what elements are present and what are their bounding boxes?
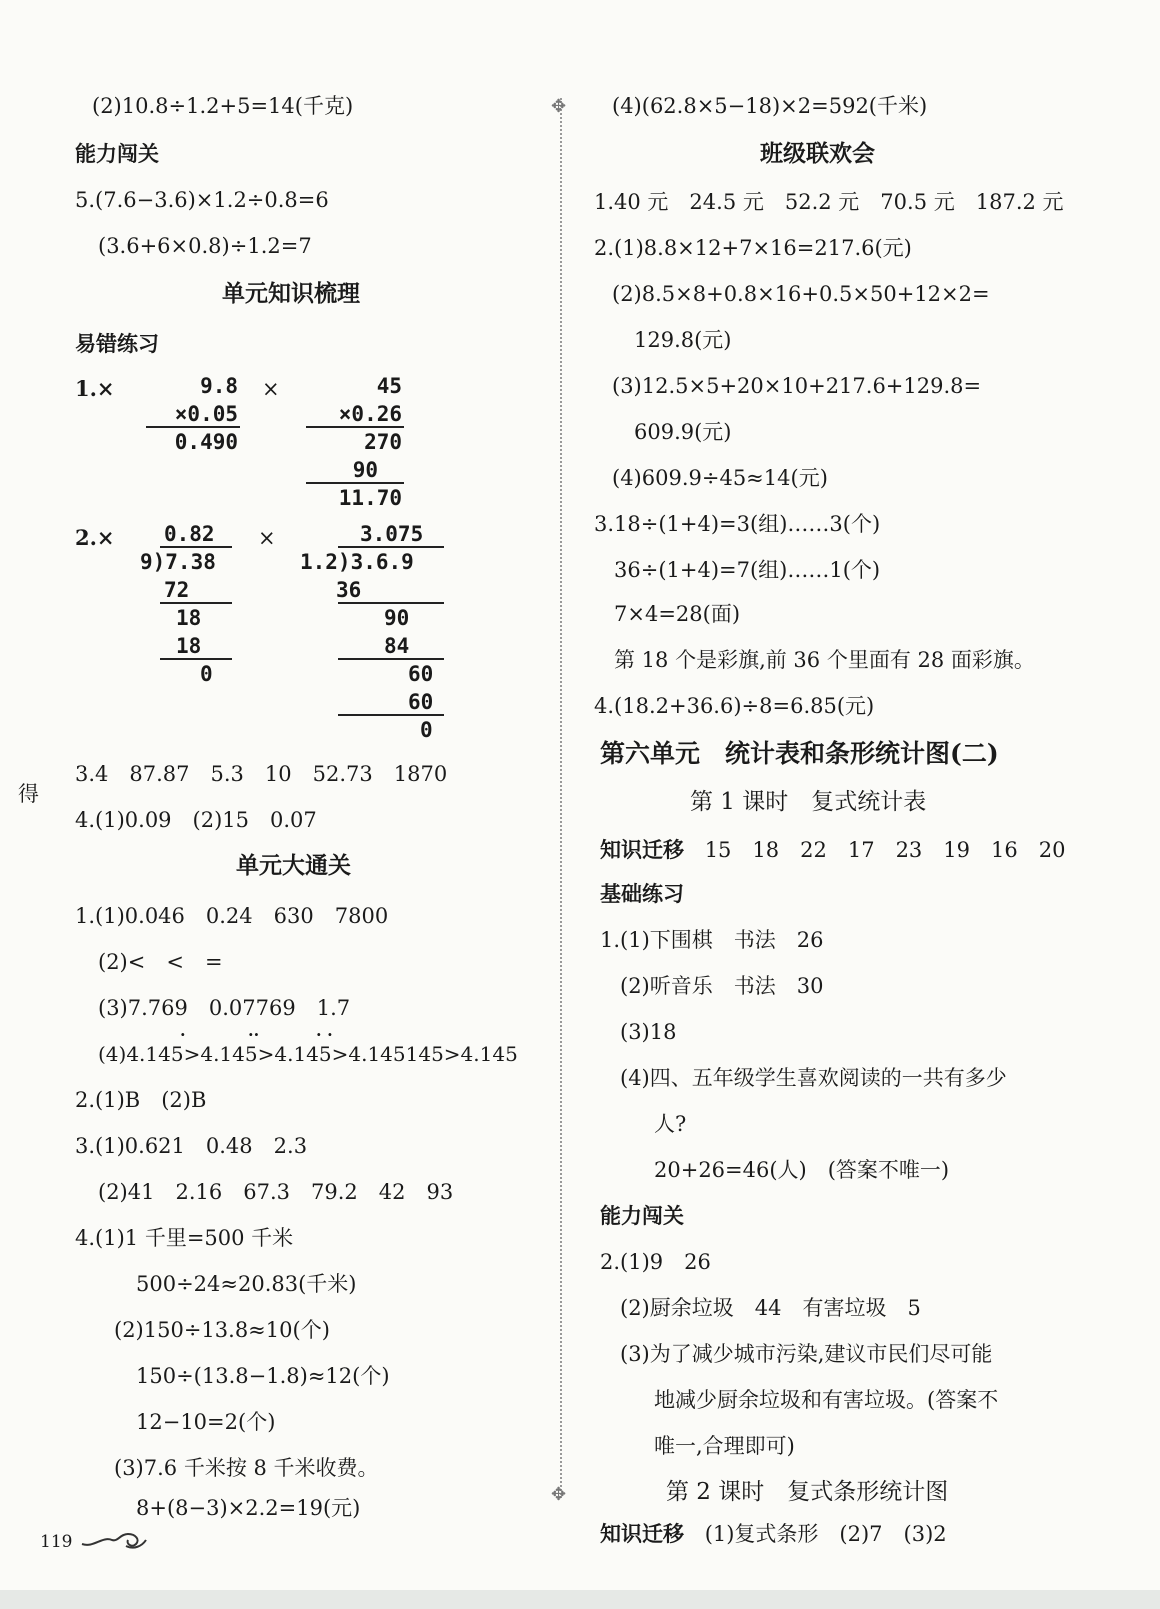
answer-line: 1.(1)下围棋 书法 26 [600,928,824,952]
answer-line: (3)7.6 千米按 8 千米收费。 [114,1456,379,1480]
answer-line: (3.6+6×0.8)÷1.2=7 [98,234,312,258]
answer-line: 3.(1)0.621 0.48 2.3 [75,1134,308,1158]
answer-line: 4.(18.2+36.6)÷8=6.85(元) [594,694,875,718]
question-label: 1.× [75,376,115,401]
calc-row: 60 [408,662,434,686]
answer-line: (3)为了减少城市污染,建议市民们尽可能 [620,1342,993,1366]
calc-row: 18 [176,634,202,658]
knot-ornament-top: ✥ [551,96,567,117]
answer-line: 8+(8−3)×2.2=19(元) [136,1496,361,1520]
calc-row: ×0.26 [338,402,402,426]
calc-rule [306,482,404,484]
answer-line: (2)8.5×8+0.8×16+0.5×50+12×2= [612,282,990,306]
calc-row: 60 [408,690,434,714]
repeat-dot: · · [316,1025,333,1044]
knowledge-transfer [600,836,1065,864]
answer-line: (2)10.8÷1.2+5=14(千克) [92,94,354,118]
knowledge-transfer-label: 知识迁移 [600,837,684,862]
calc-rule [160,546,232,548]
calc-row: 0 [420,718,433,742]
cloud-swirl-icon [80,1526,150,1552]
calc-rule [338,546,444,548]
edge-char: 得 [18,782,39,806]
answer-line: 2.(1)8.8×12+7×16=217.6(元) [594,236,912,260]
answer-line: 150÷(13.8−1.8)≈12(个) [136,1364,390,1388]
answer-line: (2)厨余垃圾 44 有害垃圾 5 [620,1296,921,1320]
calc-rule [338,658,444,660]
calc-row: 90 [384,606,410,630]
question-mark: × [258,526,276,550]
calc-row: 0.82 [164,522,215,546]
calc-rule [338,602,444,604]
calc-rule [160,658,232,660]
lesson-title: 第 1 课时 复式统计表 [690,789,927,815]
answer-line: (2)听音乐 书法 30 [620,974,824,998]
answer-line: 609.9(元) [634,420,732,444]
column-divider [560,98,562,1498]
answer-line: 唯一,合理即可) [654,1434,795,1458]
calc-row: 0 [200,662,213,686]
calc-row: 36 [336,578,362,602]
calc-row: 72 [164,578,190,602]
answer-line: 3.4 87.87 5.3 10 52.73 1870 [75,762,448,786]
lesson-title: 第 2 课时 复式条形统计图 [666,1479,949,1505]
answer-line: (4)(62.8×5−18)×2=592(千米) [612,94,928,118]
calc-row: 18 [176,606,202,630]
section-title: 单元大通关 [236,852,351,879]
answer-line: 4.(1)1 千里=500 千米 [75,1226,294,1250]
calc-row: 3.075 [360,522,424,546]
section-heading: 能力闯关 [75,141,159,166]
answer-line: 1.(1)0.046 0.24 630 7800 [75,904,389,928]
knowledge-transfer-values: (1)复式条形 (2)7 (3)2 [704,1522,947,1546]
bottom-strip [0,1590,1160,1609]
answer-line: (2)< < = [98,950,223,974]
answer-line: 12−10=2(个) [136,1410,276,1434]
calc-row: 90 [352,458,378,482]
knowledge-transfer [600,1520,947,1548]
knowledge-transfer-label: 知识迁移 [600,1521,684,1546]
calc-rule [146,426,240,428]
answer-line: (4)4.145>4.145>4.145>4.145145>4.145 [98,1042,518,1066]
question-label: 2.× [75,525,115,550]
calc-row: 84 [384,634,410,658]
calc-row: 0.490 [174,430,238,454]
answer-line: 20+26=46(人) (答案不唯一) [654,1158,950,1182]
long-division-2 [300,520,433,744]
calc-rule [306,426,404,428]
unit-title: 第六单元 统计表和条形统计图(二) [600,739,999,768]
knot-ornament-bottom: ✥ [551,1484,567,1505]
section-heading: 能力闯关 [600,1203,684,1228]
calc-row: 11.70 [338,486,402,510]
answer-line: 129.8(元) [634,328,732,352]
answer-line: (4)四、五年级学生喜欢阅读的一共有多少 [620,1066,1007,1090]
answer-line: (3)18 [620,1020,677,1044]
answer-line: 2.(1)9 26 [600,1250,711,1274]
section-title: 班级联欢会 [760,140,875,167]
calc-row: ×0.05 [174,402,238,426]
answer-line: 3.18÷(1+4)=3(组)……3(个) [594,512,881,536]
section-title: 单元知识梳理 [222,280,360,307]
answer-line: 7×4=28(面) [614,602,741,626]
answer-line: (3)12.5×5+20×10+217.6+129.8= [612,374,982,398]
vertical-multiplication-2 [306,372,402,512]
calc-row: 45 [376,374,402,398]
calc-rule [338,714,444,716]
repeat-dot: ·· [248,1025,260,1044]
knowledge-transfer-values: 15 18 22 17 23 19 16 20 [704,838,1066,862]
answer-line: 4.(1)0.09 (2)15 0.07 [75,808,317,832]
answer-line: 第 18 个是彩旗,前 36 个里面有 28 面彩旗。 [614,648,1035,672]
answer-line: 500÷24≈20.83(千米) [136,1272,357,1296]
section-heading: 易错练习 [75,331,159,356]
answer-line: (3)7.769 0.07769 1.7 [98,996,351,1020]
answer-line: 2.(1)B (2)B [75,1088,207,1112]
calc-row: 1.2)3.6.9 [300,550,414,574]
calc-row: 9.8 [200,374,238,398]
answer-line: (2)41 2.16 67.3 79.2 42 93 [98,1180,454,1204]
vertical-multiplication-1 [146,372,238,456]
calc-rule [160,602,232,604]
answer-line: 1.40 元 24.5 元 52.2 元 70.5 元 187.2 元 [594,190,1064,214]
calc-row: 9)7.38 [140,550,216,574]
answer-line: 5.(7.6−3.6)×1.2÷0.8=6 [75,188,329,212]
calc-row: 270 [364,430,402,454]
answer-line: (2)150÷13.8≈10(个) [114,1318,330,1342]
answer-line: (4)609.9÷45≈14(元) [612,466,828,490]
question-mark: × [262,377,280,401]
page-number: 119 [40,1532,73,1552]
answer-line: 36÷(1+4)=7(组)……1(个) [614,558,881,582]
answer-line: 地减少厨余垃圾和有害垃圾。(答案不 [654,1388,999,1412]
repeat-dot: · [180,1025,186,1044]
section-heading: 基础练习 [600,881,684,906]
answer-line: 人? [654,1112,687,1136]
